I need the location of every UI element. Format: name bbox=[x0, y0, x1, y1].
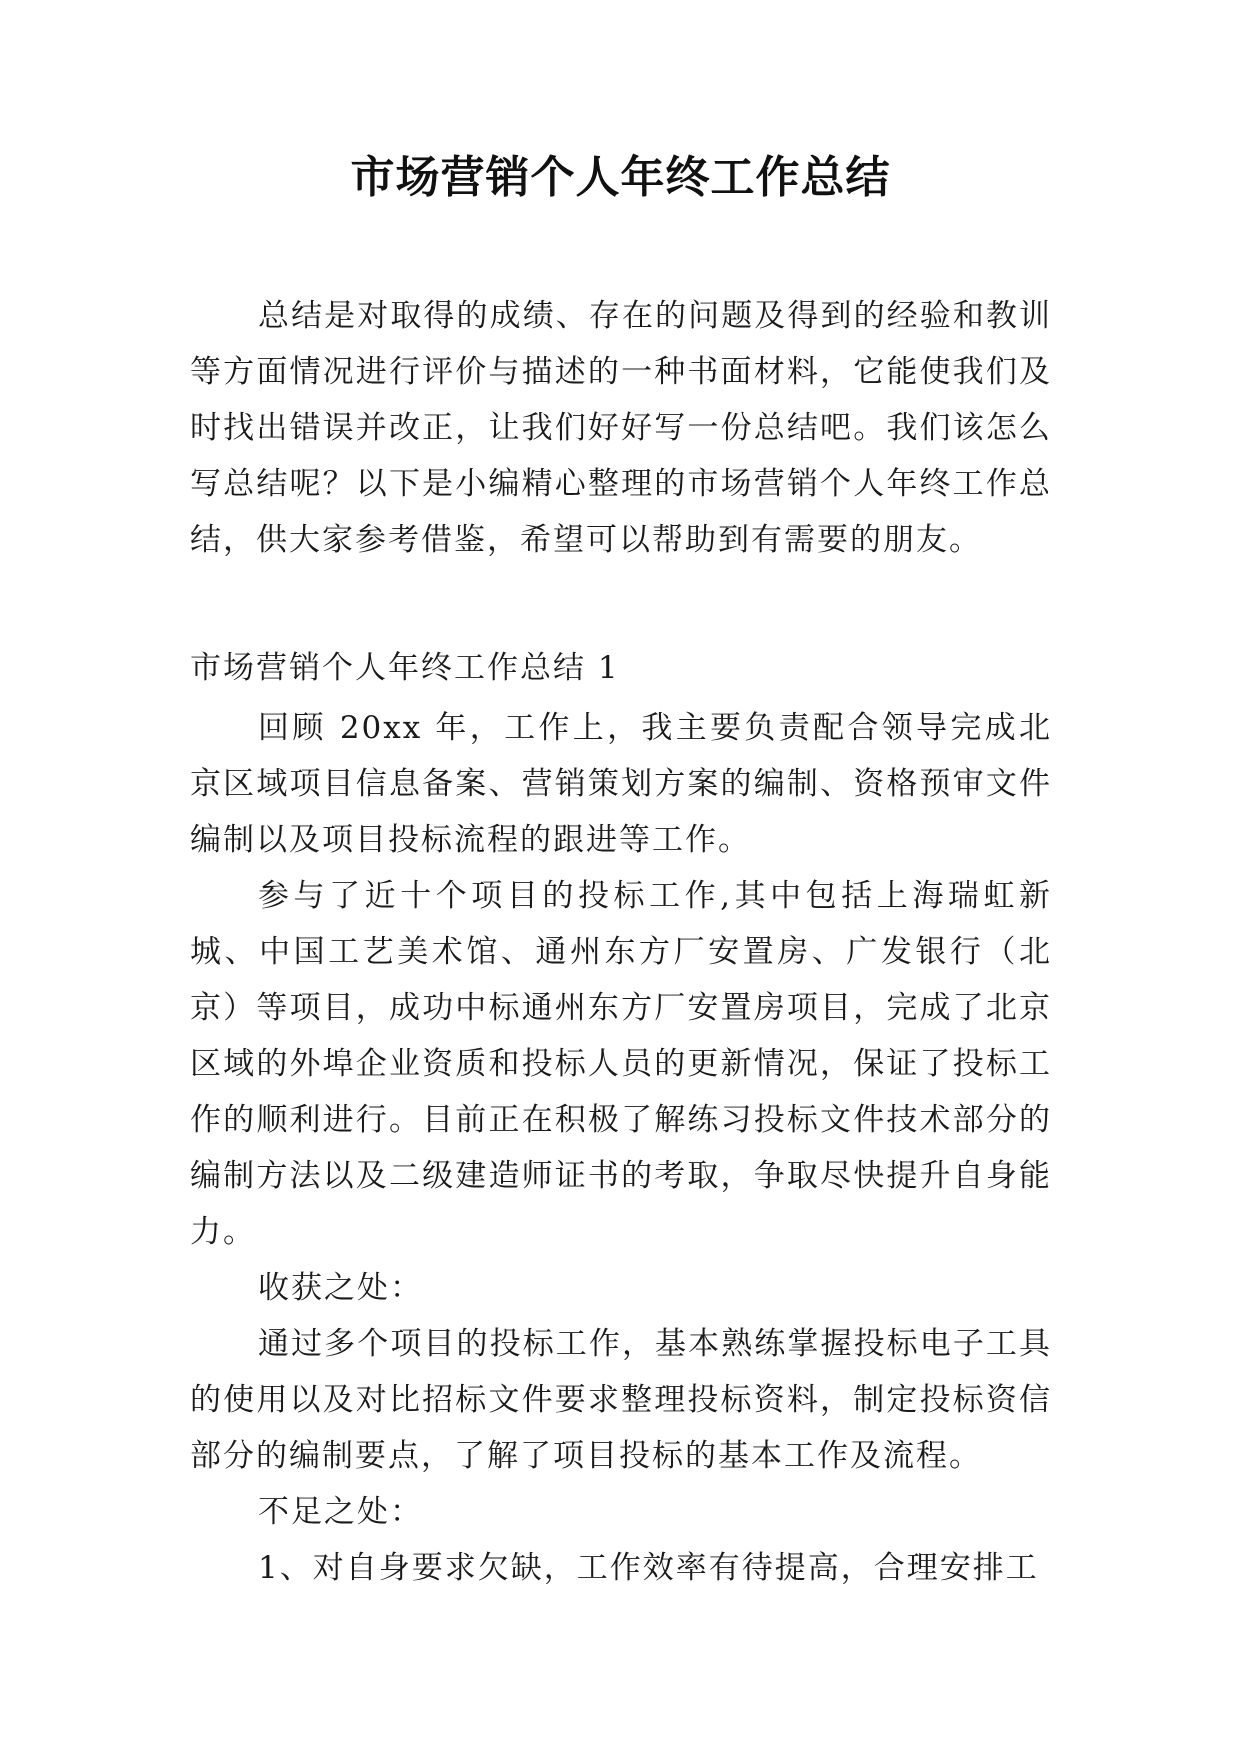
intro-block bbox=[190, 288, 1052, 568]
document-title: 市场营销个人年终工作总结 bbox=[350, 152, 891, 203]
body-paragraph: 参与了近十个项目的投标工作,其中包括上海瑞虹新城、中国工艺美术馆、通州东方厂安置房、广发银行（北京）等项目，成功中标通州东方厂安置房项目，完成了北京区域的外埠企业资质和投标人员的更新情况，保证了投标工作的顺利进行。目前正在积极了解练习投标文件技术部分的编制方法以及二级建造师证书的考取，争取尽快提升自身能力。 bbox=[190, 878, 1052, 1250]
intro-paragraph: 总结是对取得的成绩、存在的问题及得到的经验和教训等方面情况进行评价与描述的一种书面材料，它能使我们及时找出错误并改正，让我们好好写一份总结吧。我们该怎么写总结呢？以下是小编精心整理的市场营销个人年终工作总结，供大家参考借鉴，希望可以帮助到有需要的朋友。 bbox=[190, 298, 1052, 558]
subheading-gains: 收获之处： bbox=[258, 1270, 423, 1306]
body-paragraph: 1、对自身要求欠缺，工作效率有待提高，合理安排工 bbox=[258, 1550, 1039, 1586]
section-heading: 市场营销个人年终工作总结 1 bbox=[190, 650, 620, 686]
subheading-shortcomings: 不足之处： bbox=[258, 1494, 423, 1530]
section-body bbox=[190, 700, 1052, 1596]
body-paragraph: 回顾 20xx 年，工作上，我主要负责配合领导完成北京区域项目信息备案、营销策划方案的编制、资格预审文件编制以及项目投标流程的跟进等工作。 bbox=[190, 710, 1052, 858]
body-paragraph: 通过多个项目的投标工作，基本熟练掌握投标电子工具的使用以及对比招标文件要求整理投标资料，制定投标资信部分的编制要点，了解了项目投标的基本工作及流程。 bbox=[190, 1326, 1052, 1474]
